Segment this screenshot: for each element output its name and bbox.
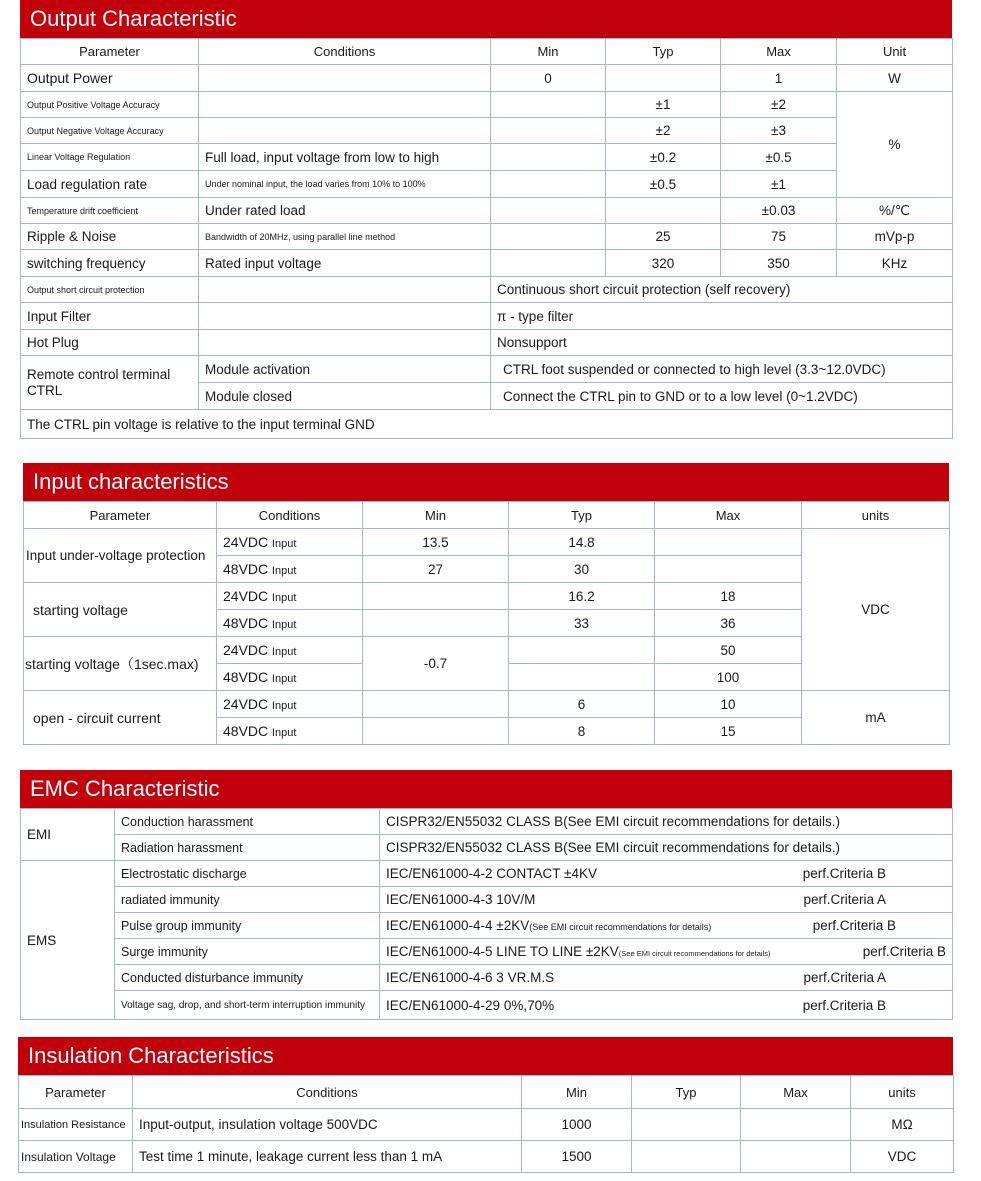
value-module-closed: Connect the CTRL pin to GND or to a low level (0~1.2VDC) [491,383,953,410]
table-row [21,835,953,861]
max-frequency: 350 [721,250,837,277]
cond-insulation-resistance: Input-output, insulation voltage 500VDC [133,1109,522,1141]
voltage-48vdc: 48VDC [223,669,269,685]
emc-criteria: perf.Criteria A [803,892,886,907]
input-section [23,463,949,745]
emc-standard-text: CISPR32/EN55032 CLASS B(See EMI circuit recommendations for details.) [386,840,840,855]
min-open-24 [363,691,509,718]
voltage-48vdc: 48VDC [223,615,269,631]
emc-table [20,808,953,1020]
header-parameter: Parameter [21,39,199,65]
min-ripple [491,224,606,250]
param-starting-voltage: starting voltage [24,583,217,637]
header-conditions: Conditions [133,1076,522,1109]
min-pos-accuracy [491,92,606,118]
emc-standard [380,965,953,991]
emc-criteria: perf.Criteria B [802,866,886,881]
emc-standard-text: IEC/EN61000-4-2 CONTACT ±4KV [386,866,597,881]
param-line-regulation: Linear Voltage Regulation [21,144,199,171]
header-units: units [851,1076,954,1109]
max-open-48: 15 [655,718,802,745]
max-start1-24: 50 [655,637,802,664]
cond-ripple: Bandwidth of 20MHz, using parallel line method [199,224,491,250]
unit-output-power: W [837,65,953,92]
emc-criteria: perf.Criteria B [802,997,886,1013]
param-remote-control: Remote control terminal CTRL [21,356,199,410]
table-header-row [21,39,953,65]
max-load-regulation: ±1 [721,171,837,198]
typ-line-regulation: ±0.2 [606,144,721,171]
table-row [21,356,953,383]
input-title: Input characteristics [23,463,949,501]
max-neg-accuracy: ±3 [721,118,837,144]
unit-ripple: mVp-p [837,224,953,250]
unit-insulation-resistance: MΩ [851,1109,954,1141]
typ-temp-drift [606,198,721,224]
table-header-row [19,1076,954,1109]
table-row [21,303,953,330]
emc-standard [380,887,953,913]
unit-vdc: VDC [802,529,950,691]
voltage-24vdc: 24VDC [223,534,269,550]
table-row [21,198,953,224]
table-row [21,65,953,92]
max-temp-drift: ±0.03 [721,198,837,224]
max-insulation-resistance [741,1109,851,1141]
min-start-24 [363,583,509,610]
emc-standard-text: IEC/EN61000-4-29 0%,70% [386,997,555,1013]
voltage-24vdc: 24VDC [223,696,269,712]
voltage-48vdc: 48VDC [223,723,269,739]
voltage-48vdc: 48VDC [223,561,269,577]
table-row [21,410,953,439]
typ-ripple: 25 [606,224,721,250]
cond-24vdc [217,583,363,610]
input-label: Input [271,619,297,631]
header-conditions: Conditions [199,39,491,65]
typ-open-48: 8 [509,718,655,745]
header-typ: Typ [509,502,655,529]
emc-group-emi: EMI [21,809,115,861]
input-table [23,501,950,745]
typ-start-48: 33 [509,610,655,637]
max-uvp-24 [655,529,802,556]
table-row [19,1109,954,1141]
header-typ: Typ [632,1076,741,1109]
param-insulation-voltage: Insulation Voltage [19,1141,133,1173]
param-ripple: Ripple & Noise [21,224,199,250]
emc-note: (See EMI circuit recommendations for details) [529,922,712,932]
header-max: Max [741,1076,851,1109]
param-temp-drift: Temperature drift coefficient [21,198,199,224]
table-row [21,250,953,277]
param-hot-plug: Hot Plug [21,330,199,356]
typ-uvp-48: 30 [509,556,655,583]
param-output-power: Output Power [21,65,199,92]
table-row [21,330,953,356]
table-row [21,887,953,913]
emc-standard [380,861,953,887]
table-row [21,913,953,939]
input-label: Input [271,673,297,685]
header-min: Min [522,1076,632,1109]
max-pos-accuracy: ±2 [721,92,837,118]
output-title: Output Characteristic [20,0,952,38]
input-label: Input [271,538,297,550]
emc-name: Conduction harassment [115,809,380,835]
value-input-filter: π - type filter [491,303,953,330]
cond-48vdc [217,664,363,691]
table-row [21,939,953,965]
value-short-circuit: Continuous short circuit protection (self recovery) [491,277,953,303]
cond-24vdc [217,637,363,664]
typ-uvp-24: 14.8 [509,529,655,556]
emc-standard [380,835,953,861]
cond-neg-accuracy [199,118,491,144]
unit-frequency: KHz [837,250,953,277]
emc-standard [380,991,953,1020]
header-min: Min [491,39,606,65]
param-open-circuit: open - circuit current [24,691,217,745]
cond-pos-accuracy [199,92,491,118]
input-label: Input [271,646,297,658]
emc-standard-text: IEC/EN61000-4-6 3 VR.M.S [386,970,555,985]
insulation-section [18,1037,953,1173]
param-input-filter: Input Filter [21,303,199,330]
emc-standard [380,809,953,835]
table-row [21,809,953,835]
min-output-power: 0 [491,65,606,92]
typ-start-24: 16.2 [509,583,655,610]
value-module-activation: CTRL foot suspended or connected to high level (3.3~12.0VDC) [491,356,953,383]
unit-percent: % [837,92,953,198]
typ-insulation-resistance [632,1109,741,1141]
min-insulation-resistance: 1000 [522,1109,632,1141]
table-row [21,171,953,198]
param-frequency: switching frequency [21,250,199,277]
max-uvp-48 [655,556,802,583]
param-pos-accuracy: Output Positive Voltage Accuracy [21,92,199,118]
typ-output-power [606,65,721,92]
table-row [24,691,950,718]
param-load-regulation: Load regulation rate [21,171,199,198]
typ-neg-accuracy: ±2 [606,118,721,144]
typ-start1-48 [509,664,655,691]
typ-start1-24 [509,637,655,664]
emc-name: Voltage sag, drop, and short-term interruption immunity [115,991,380,1020]
table-row [21,144,953,171]
cond-frequency: Rated input voltage [199,250,491,277]
header-units: units [802,502,950,529]
input-label: Input [271,592,297,604]
max-open-24: 10 [655,691,802,718]
emc-name: radiated immunity [115,887,380,913]
min-start1: -0.7 [363,637,509,691]
cond-temp-drift: Under rated load [199,198,491,224]
cond-line-regulation: Full load, input voltage from low to high [199,144,491,171]
emc-criteria: perf.Criteria B [812,918,896,933]
cond-module-closed: Module closed [199,383,491,410]
table-row [24,529,950,556]
max-start-24: 18 [655,583,802,610]
value-hot-plug: Nonsupport [491,330,953,356]
min-temp-drift [491,198,606,224]
typ-load-regulation: ±0.5 [606,171,721,198]
emc-name: Conducted disturbance immunity [115,965,380,991]
emc-note: (See EMI circuit recommendations for details) [618,949,771,958]
input-label: Input [271,700,297,712]
param-short-circuit: Output short circuit protection [21,277,199,303]
emc-name: Radiation harassment [115,835,380,861]
unit-temp-drift: %/℃ [837,198,953,224]
min-frequency [491,250,606,277]
header-parameter: Parameter [24,502,217,529]
emc-name: Surge immunity [115,939,380,965]
max-line-regulation: ±0.5 [721,144,837,171]
table-row [21,277,953,303]
cond-48vdc [217,718,363,745]
typ-frequency: 320 [606,250,721,277]
emc-name: Electrostatic discharge [115,861,380,887]
emc-name: Pulse group immunity [115,913,380,939]
output-table [20,38,953,439]
emc-standard-text: IEC/EN61000-4-5 LINE TO LINE ±2KV [386,944,619,959]
min-neg-accuracy [491,118,606,144]
cond-48vdc [217,556,363,583]
table-row [21,861,953,887]
emc-standard-text: IEC/EN61000-4-4 ±2KV [386,918,530,933]
emc-standard [380,939,953,965]
unit-ma: mA [802,691,950,745]
cond-48vdc [217,610,363,637]
insulation-table [18,1075,954,1173]
table-row [21,224,953,250]
cond-hot-plug [199,330,491,356]
emc-group-ems: EMS [21,861,115,1020]
emc-section [20,770,952,1020]
header-typ: Typ [606,39,721,65]
table-row [21,92,953,118]
output-section [20,0,952,439]
cond-output-power [199,65,491,92]
table-row [21,965,953,991]
typ-pos-accuracy: ±1 [606,92,721,118]
header-unit: Unit [837,39,953,65]
input-label: Input [271,727,297,739]
cond-insulation-voltage: Test time 1 minute, leakage current less than 1 mA [133,1141,522,1173]
min-open-48 [363,718,509,745]
max-start-48: 36 [655,610,802,637]
cond-24vdc [217,691,363,718]
emc-criteria: perf.Criteria A [803,970,886,985]
min-load-regulation [491,171,606,198]
min-start-48 [363,610,509,637]
max-ripple: 75 [721,224,837,250]
header-min: Min [363,502,509,529]
min-insulation-voltage: 1500 [522,1141,632,1173]
cond-short-circuit [199,277,491,303]
min-line-regulation [491,144,606,171]
param-uvp: Input under-voltage protection [24,529,217,583]
cond-load-regulation: Under nominal input, the load varies from 10% to 100% [199,171,491,198]
unit-insulation-voltage: VDC [851,1141,954,1173]
header-max: Max [721,39,837,65]
typ-insulation-voltage [632,1141,741,1173]
cond-input-filter [199,303,491,330]
max-start1-48: 100 [655,664,802,691]
typ-open-24: 6 [509,691,655,718]
min-uvp-48: 27 [363,556,509,583]
param-neg-accuracy: Output Negative Voltage Accuracy [21,118,199,144]
input-label: Input [271,565,297,577]
cond-module-activation: Module activation [199,356,491,383]
ctrl-note: The CTRL pin voltage is relative to the input terminal GND [21,410,953,439]
emc-standard-text: CISPR32/EN55032 CLASS B(See EMI circuit recommendations for details.) [386,814,840,829]
emc-criteria: perf.Criteria B [862,944,946,959]
param-insulation-resistance: Insulation Resistance [19,1109,133,1141]
emc-standard [380,913,953,939]
table-row [21,118,953,144]
max-output-power: 1 [721,65,837,92]
header-max: Max [655,502,802,529]
table-row [19,1141,954,1173]
cond-24vdc [217,529,363,556]
max-insulation-voltage [741,1141,851,1173]
param-starting-voltage-1sec: starting voltage（1sec.max) [24,637,217,691]
emc-title: EMC Characteristic [20,770,952,808]
header-parameter: Parameter [19,1076,133,1109]
header-conditions: Conditions [217,502,363,529]
voltage-24vdc: 24VDC [223,588,269,604]
table-header-row [24,502,950,529]
emc-standard-text: IEC/EN61000-4-3 10V/M [386,892,536,907]
table-row [21,991,953,1020]
min-uvp-24: 13.5 [363,529,509,556]
insulation-title: Insulation Characteristics [18,1037,953,1075]
voltage-24vdc: 24VDC [223,642,269,658]
